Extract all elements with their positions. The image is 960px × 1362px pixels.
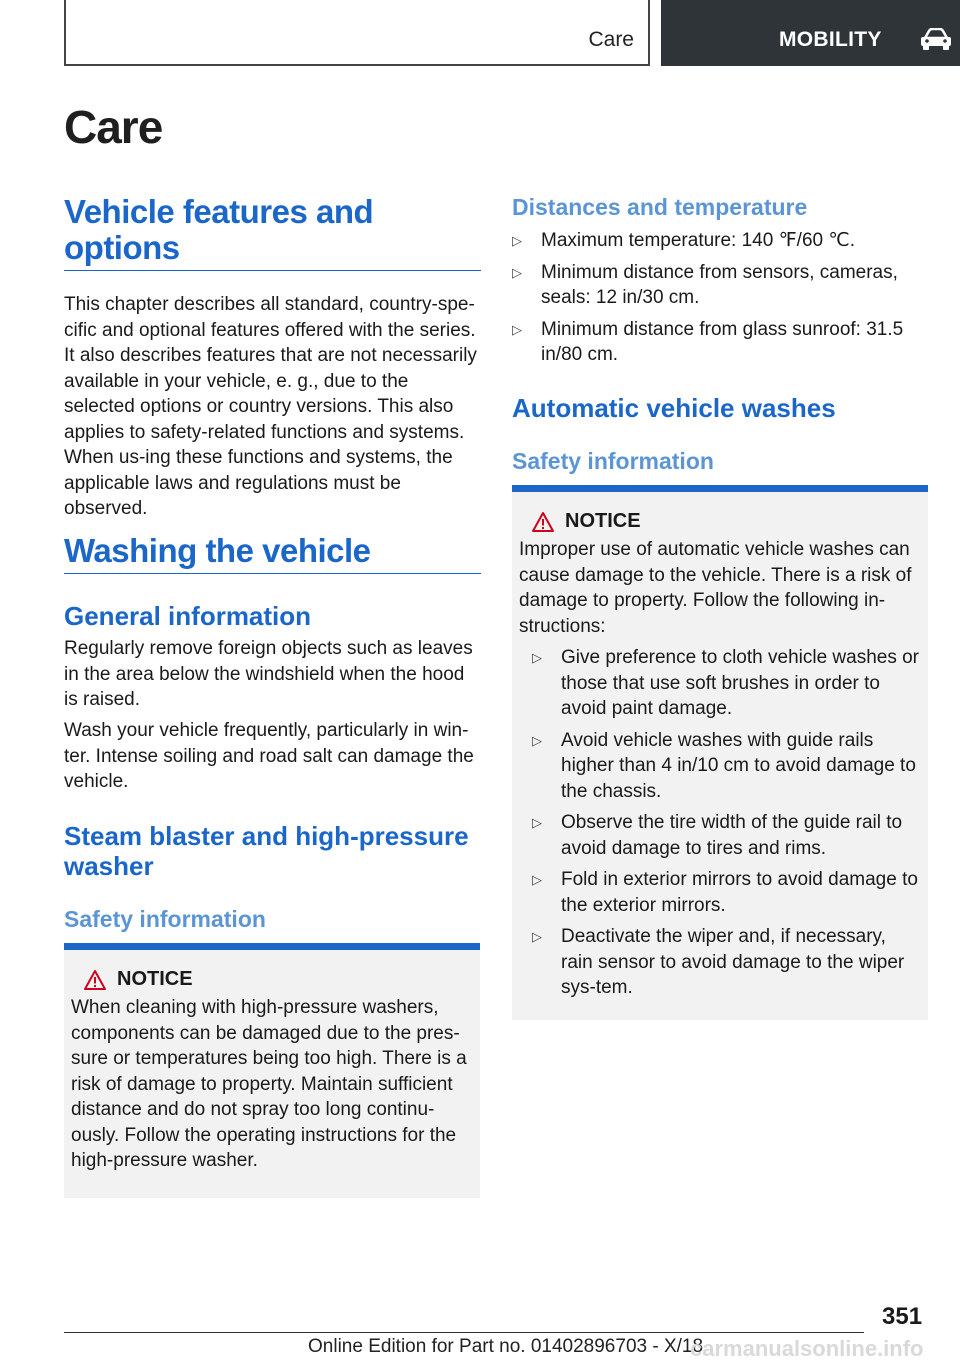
- header-chapter-label: MOBILITY: [779, 28, 882, 51]
- header-section-label: Care: [588, 28, 634, 51]
- triangle-bullet-icon: ▷: [532, 732, 542, 748]
- list-item: ▷ Maximum temperature: 140 ℉/60 ℃.: [512, 228, 928, 254]
- triangle-bullet-icon: ▷: [532, 815, 542, 830]
- general-information-heading: General information: [64, 601, 312, 631]
- triangle-bullet-icon: ▷: [512, 321, 522, 337]
- header-chapter-box: [661, 0, 960, 66]
- triangle-bullet-icon: ▷: [532, 872, 542, 887]
- general-information-p2: Wash your vehicle frequently, particularly in win-ter. Intense soiling and road salt can damage the vehicle.: [64, 720, 474, 792]
- list-item: ▷ Minimum distance from glass sunroof: 31.5 in/80 cm.: [512, 318, 904, 365]
- list-item: ▷ Minimum distance from sensors, cameras, seals: 12 in/30 cm.: [512, 261, 898, 308]
- general-information-p1: Regularly remove foreign objects such as leaves in the area below the windshield when the hood is raised.: [64, 638, 473, 710]
- safety-information-heading: Safety information: [64, 906, 266, 932]
- list-item: ▷ Deactivate the wiper and, if necessary, rain sensor to avoid damage to the wiper sys-tem.: [532, 926, 905, 998]
- car-icon: [919, 28, 953, 52]
- notice-label: NOTICE: [117, 968, 193, 990]
- notice-header: [531, 510, 921, 533]
- edition-text: Online Edition for Part no. 01402896703 - X/18: [308, 1336, 704, 1357]
- triangle-bullet-icon: ▷: [512, 264, 522, 280]
- vehicle-features-body: This chapter describes all standard, country-spe-cific and optional features offered with the series. It also describes features that are not necessarily available in your vehicle, e. g., due to the selected options or country versions. This also applies to safety-related functions and systems. When us-ing these functions and systems, the applicable laws and regulations must be observed.: [64, 294, 477, 519]
- notice-text: Improper use of automatic vehicle washes can cause damage to the vehicle. There is a risk of damage to property. Follow the following in-structions:: [519, 539, 912, 637]
- notice-text: When cleaning with high-pressure washers, components can be damaged due to the pres-sure or temperatures being too high. There is a risk of damage to property. Maintain sufficient distance and do not spray too long continu-ously. Follow the operating instructions for the high-pressure washer.: [71, 997, 467, 1171]
- list-item: ▷ Avoid vehicle washes with guide rails higher than 4 in/10 cm to avoid damage to the chassis.: [532, 729, 916, 802]
- header-section-box: [64, 0, 650, 66]
- list-item: ▷ Fold in exterior mirrors to avoid damage to the exterior mirrors.: [532, 869, 918, 916]
- footer-rule: [64, 1332, 864, 1333]
- notice-box: [512, 485, 928, 1020]
- distances-temperature-heading: Distances and temperature: [512, 194, 808, 220]
- steam-blaster-heading: Steam blaster and high-pressure washer: [64, 821, 469, 881]
- vehicle-features-heading: Vehicle features and options: [64, 193, 374, 266]
- washing-heading: Washing the vehicle: [64, 532, 371, 569]
- notice-label: NOTICE: [565, 510, 641, 532]
- heading-rule: [64, 573, 481, 574]
- safety-information-heading: Safety information: [512, 448, 714, 474]
- notice-instructions-list: [532, 645, 921, 1001]
- heading-rule: [64, 270, 481, 271]
- watermark: carmanualsonline.info: [690, 1336, 924, 1361]
- warning-icon: [531, 511, 555, 533]
- page-number: 351: [882, 1303, 923, 1330]
- triangle-bullet-icon: ▷: [512, 233, 522, 248]
- list-item: ▷ Observe the tire width of the guide rail to avoid damage to tires and rims.: [532, 812, 903, 859]
- distances-list: [512, 228, 928, 374]
- triangle-bullet-icon: ▷: [532, 650, 542, 665]
- notice-header: [83, 968, 473, 991]
- automatic-washes-heading: Automatic vehicle washes: [512, 393, 836, 423]
- warning-icon: [83, 969, 107, 991]
- triangle-bullet-icon: ▷: [532, 929, 542, 944]
- page-title: Care: [64, 101, 163, 153]
- notice-box: [64, 943, 480, 1198]
- list-item: ▷ Give preference to cloth vehicle washes or those that use soft brushes in order to avoid paint damage.: [532, 647, 920, 719]
